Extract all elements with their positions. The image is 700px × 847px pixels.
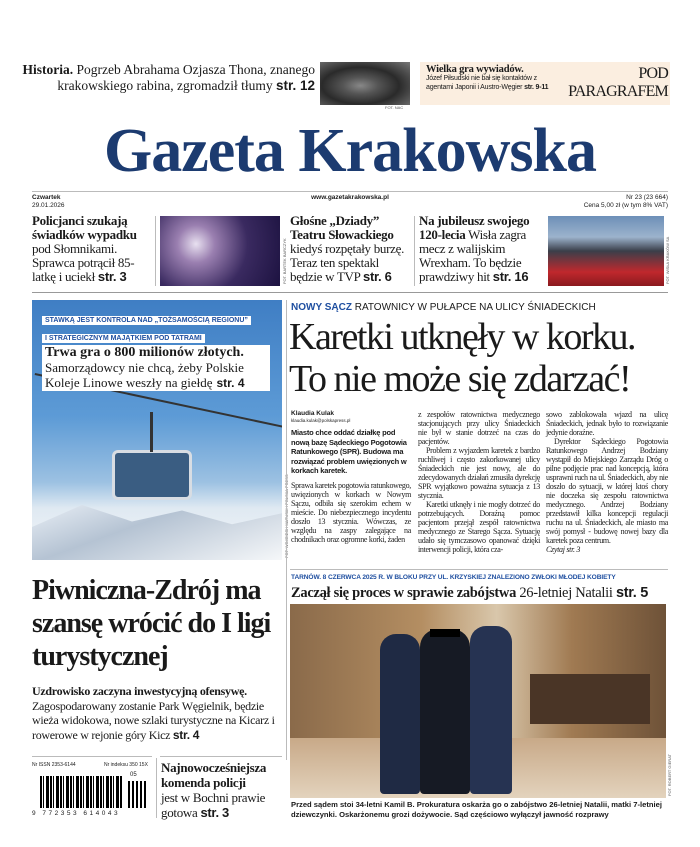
teaser-police[interactable] (32, 214, 152, 284)
divider (156, 758, 157, 818)
teaser-lead: Uzdrowisko zaczyna inwestycyjną ofensywę. (32, 684, 247, 698)
divider (286, 300, 287, 760)
main-headline[interactable] (289, 316, 635, 400)
barcode-addon-digits: 05 (130, 772, 137, 778)
photo-credit: FOT. BARTEK BARCZYK (282, 238, 287, 284)
teaser-page: str. 3 (200, 805, 229, 820)
teaser-page: str. 3 (97, 269, 127, 284)
teaser-text: Zagospodarowany zostanie Park Węgielnik, będzie wieża widokowa, nowe szlaki turystyczne na Kicarz i rowerowe w rejonie góry Kicz (32, 698, 275, 742)
teaser-text: kiedyś rozpętały burzę. Teraz ten spektakl będzie w TVP (290, 241, 405, 284)
headline-rest: 26-letniej Natalii (519, 585, 613, 601)
teaser-text: pod Słomnikami. Sprawca potrącił 85-latkę i uciekł (32, 241, 135, 284)
top-teaser-page: str. 12 (275, 78, 315, 93)
kicker: I STRATEGICZNYM MAJĄTKIEM POD TATRAMI (42, 334, 205, 343)
logo-line1: POD (638, 65, 668, 82)
defendant (420, 629, 470, 794)
dateline-left (32, 194, 65, 209)
index-number: Nr indeksu 350 15X (104, 762, 148, 768)
top-teaser-text: Pogrzeb Abrahama Ozjasza Thona, znanego krakowskiego rabina, zgromadził tłumy (57, 62, 315, 93)
officer (470, 626, 512, 794)
article-col-2 (418, 410, 540, 554)
kicker: STAWKĄ JEST KONTROLA NAD „TOŻSAMOŚCIĄ REGIONU” (42, 316, 251, 325)
teaser-text: Wisła zagra mecz z walijskim Wrexham. To będzie prawdziwy hit (419, 227, 527, 284)
gondola-hanger (150, 412, 153, 452)
officer (380, 634, 420, 794)
trial-kicker: TARNÓW. 8 CZERWCA 2025 R. W BLOKU PRZY UL. KRZYSKIEJ ZNALEZIONO ZWŁOKI MŁODEJ KOBIETY (291, 574, 616, 581)
barcode-addon (128, 781, 146, 808)
date: 29.01.2026 (32, 201, 65, 209)
teaser-lead: Na jubileusz swojego 120-lecia (419, 213, 530, 242)
kicker-text: RATOWNICY W PUŁAPCE NA ULICY ŚNIADECKICH (354, 302, 596, 313)
ad-page: str. 9-11 (524, 83, 549, 91)
paragraph: Sprawa karetek pogotowia ratunkowego, uwięzionych w korkach w Nowym Sączu, odbiła się szerokim echem w mieście. Do niebezpiecznego incydentu doszło 13 stycznia. Wówczas, ze względu na zaspy zalegające na chodnikach oraz ogromne korki, żaden (291, 480, 411, 544)
story-text: Samorządowcy nie chcą, żeby Polskie Koleje Linowe weszły na giełdę (45, 360, 244, 390)
barcode-number: 9 772353 614043 (32, 810, 121, 817)
divider (32, 292, 668, 293)
paragraph: sowo zablokowała wjazd na ulicę Śniadeckich, jednak było to rozwiązanie jedynie doraźne. (546, 410, 668, 437)
teaser-police-station[interactable] (161, 760, 285, 820)
kicker-place: NOWY SĄCZ (291, 302, 352, 313)
photo-credit: FOT. WISŁA KRAKÓW SA (665, 236, 670, 284)
lead: Miasto chce oddać działkę pod nową bazę Sądeckiego Pogotowia Ratunkowego (SPR). Budowa ma rozwiązać problem uwięzionych w korkach karetek. (291, 428, 407, 475)
trial-caption: Przed sądem stoi 34-letni Kamil B. Prokuratura oskarża go o zabójstwo 26-letniej Natalii, matki 7-letniej dziewczynki. Oskarżonemu grozi dożywocie. Sąd częściowo wyłączył jawność rozprawy (291, 800, 662, 819)
author-email[interactable]: klaudia.kulak@polskapress.pl (291, 418, 351, 423)
headline-page: str. 5 (615, 585, 648, 601)
paragraph: z zespołów ratownictwa medycznego stacjonujących przy ulicy Śniadeckich nie był w stanie dotrzeć na czas do pacjentów. (418, 410, 540, 446)
top-teaser[interactable] (20, 62, 315, 94)
teaser-lead: Najnowocześniejsza komenda policji (161, 760, 267, 790)
mountains (32, 505, 282, 560)
headline: Trwa gra o 800 milionów złotych. (45, 345, 244, 360)
masthead: Gazeta Krakowska (103, 117, 597, 185)
main-kicker (291, 302, 596, 313)
courtroom-photo (290, 604, 666, 798)
ad-body: Józef Piłsudski nie bał się kontaktów z agentami Japonii i Austro-Węgier (426, 75, 537, 91)
ad-text (426, 64, 561, 92)
headline-line1: Karetki utknęły w korku. (289, 316, 636, 358)
teaser-page: str. 4 (172, 727, 200, 742)
paragraph: Problem z wyjazdem karetek z bardzo ruchliwej i często zakorkowanej ulicy Śniadeckich nie jest nowy, ale do zdecydowanych działań zmusiła dyrekcję SPR wyjątkowo poważna sytuacja z 13 stycznia. (418, 446, 540, 500)
teaser-page: str. 16 (492, 269, 529, 284)
teaser-lead: Policjanci szukają świadków wypadku (32, 213, 137, 242)
divider (32, 756, 152, 757)
wisla-photo (548, 216, 664, 286)
headline-line2: To nie może się zdarzać! (289, 358, 631, 400)
paragraph: Dyrektor Sądeckiego Pogotowia Ratunkowego Andrzej Bodziany wystąpił do Miejskiego Zarządu Dróg o pilne podjęcie prac nad koncepcją, która usprawni ruch na ul. Śniadeckich, aby nie doszło do sytuacji, w której ktoś chory nie doczeka się zespołu ratownictwa medycznego. Andrzej Bodziany przedstawił kilka koncepcji regulacji ruchu na ul. Śniadeckich, ale miasto ma swój pomysł - budowę nowej bazy dla karetek poza centrum. (546, 437, 668, 545)
teaser-page: str. 6 (363, 269, 392, 284)
teaser-text: jest w Bochni prawie gotowa (161, 790, 266, 820)
barcode (40, 776, 122, 808)
judge-bench (530, 674, 650, 724)
face-blur (430, 629, 460, 637)
author: Klaudia Kulak (291, 410, 334, 417)
logo-line2: PARAGRAFEM (568, 83, 668, 100)
teaser-dziady[interactable] (290, 214, 412, 284)
article-col-1 (291, 410, 411, 544)
headline-bold: Zaczął się proces w sprawie zabójstwa (291, 585, 517, 601)
teaser-wisla[interactable] (419, 214, 545, 284)
divider (155, 216, 156, 286)
paragraph: Karetki utknęły i nie mogły dotrzeć do potrzebujących. Doraźną pomoc pacjentom przejął zespół ratownictwa medycznego ze Starego Sącza. Sytuację udało się tymczasowo opanować dzięki interwencji policji, która cza- (418, 500, 540, 554)
trial-headline[interactable] (291, 584, 648, 602)
photo-credit: FOT. NAC (385, 105, 404, 110)
price: Cena 5,00 zł (w tym 8% VAT) (583, 201, 668, 209)
piwniczna-teaser (32, 684, 286, 742)
top-teaser-lead: Historia. (22, 62, 74, 77)
story-page: str. 4 (216, 376, 245, 390)
article-col-3 (546, 410, 668, 554)
issue-number: Nr 23 (23 664) (626, 194, 668, 201)
pod-paragrafem-logo (566, 65, 668, 101)
cable-story[interactable] (42, 309, 277, 391)
dateline-right (584, 194, 668, 209)
day: Czwartek (32, 194, 61, 201)
teaser-lead: Głośne „Dziady” Teatru Słowackiego (290, 213, 394, 242)
divider (290, 569, 668, 570)
website-link[interactable]: www.gazetakrakowska.pl (311, 194, 389, 201)
gondola (112, 450, 192, 500)
dziady-photo (160, 216, 280, 286)
ad-title: Wielka gra wywiadów. (426, 64, 524, 75)
photo-credit: FOT. ROBERT GIERAT (667, 753, 672, 796)
divider (160, 756, 282, 757)
divider (32, 191, 668, 192)
issn: Nr ISSN 2353-6144 (32, 762, 76, 768)
read-more-link[interactable]: Czytaj str. 3 (546, 545, 581, 554)
divider (414, 216, 415, 286)
piwniczna-headline[interactable]: Piwniczna-Zdrój ma szansę wrócić do I ligi turystycznej (32, 575, 271, 672)
rabbi-photo (320, 62, 410, 105)
